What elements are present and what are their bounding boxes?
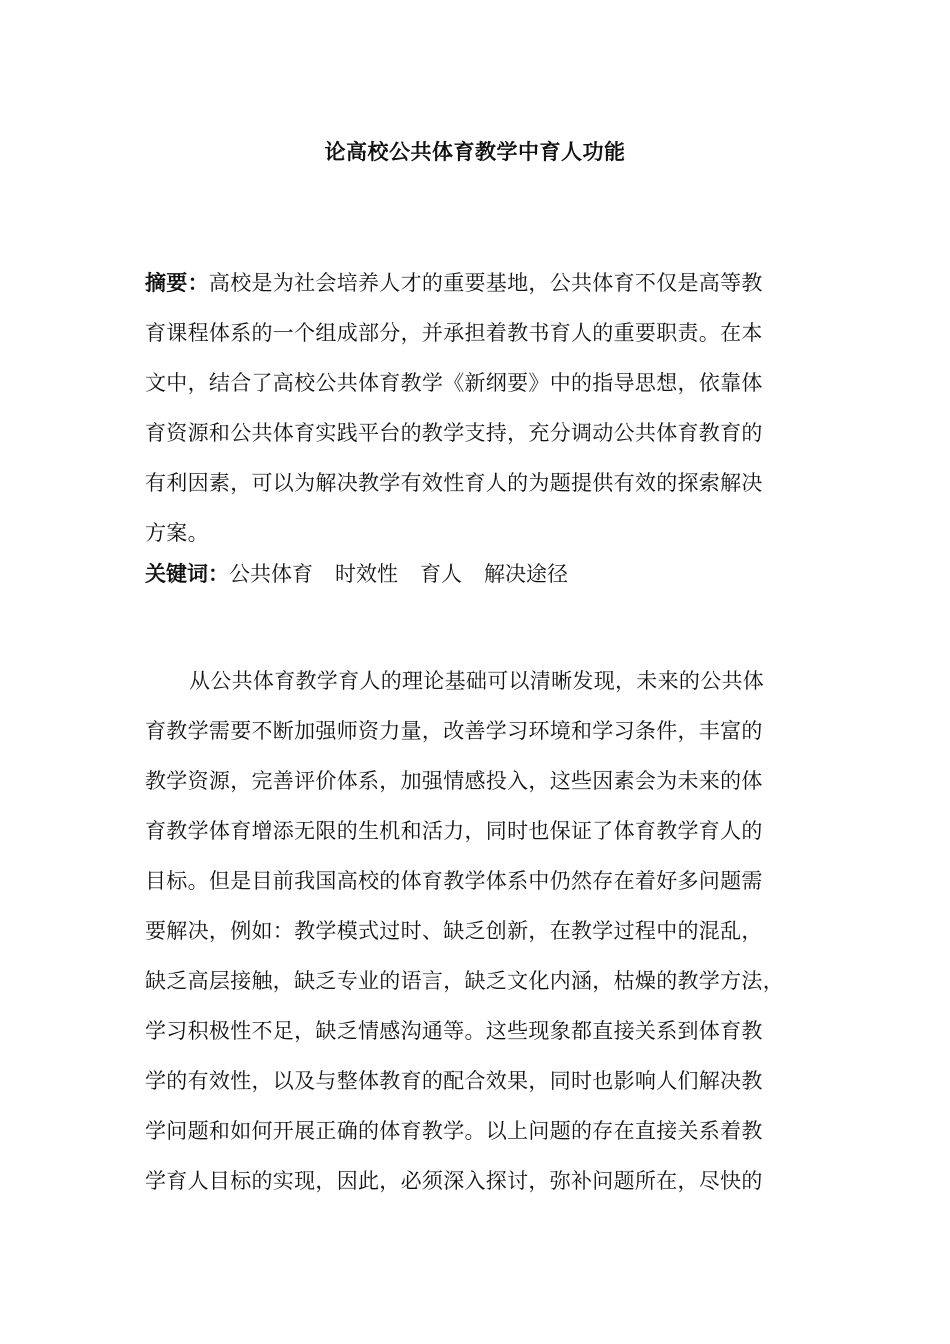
body-line: 育教学体育增添无限的生机和活力，同时也保证了体育教学育人的 bbox=[145, 819, 763, 843]
keywords-label: 关键词： bbox=[145, 561, 229, 586]
abstract-line: 有利因素，可以为解决教学有效性育人的为题提供有效的探索解决 bbox=[145, 471, 763, 495]
body-line: 从公共体育教学育人的理论基础可以清晰发现，未来的公共体 bbox=[189, 669, 765, 693]
keyword-item: 公共体育 bbox=[229, 562, 313, 586]
body-line: 缺乏高层接触，缺乏专业的语言，缺乏文化内涵，枯燥的教学方法， bbox=[145, 969, 784, 993]
body-line: 要解决，例如：教学模式过时、缺乏创新，在教学过程中的混乱， bbox=[145, 919, 763, 943]
body-line: 学习积极性不足，缺乏情感沟通等。这些现象都直接关系到体育教 bbox=[145, 1019, 763, 1043]
keyword-item: 时效性 bbox=[335, 562, 398, 586]
abstract-line: 文中，结合了高校公共体育教学《新纲要》中的指导思想，依靠体 bbox=[145, 371, 763, 395]
abstract-label: 摘要： bbox=[145, 270, 209, 295]
body-line: 学的有效性，以及与整体教育的配合效果，同时也影响人们解决教 bbox=[145, 1069, 763, 1093]
abstract-line bbox=[145, 258, 810, 308]
keywords-section bbox=[145, 558, 590, 590]
abstract-section bbox=[145, 258, 810, 558]
body-line: 学问题和如何开展正确的体育教学。以上问题的存在直接关系着教 bbox=[145, 1119, 763, 1143]
abstract-line: 育课程体系的一个组成部分，并承担着教书育人的重要职责。在本 bbox=[145, 321, 763, 345]
abstract-text: 高校是为社会培养人才的重要基地，公共体育不仅是高等教 bbox=[208, 271, 763, 295]
keyword-item: 育人 bbox=[420, 562, 462, 586]
abstract-line: 育资源和公共体育实践平台的教学支持，充分调动公共体育教育的 bbox=[145, 421, 763, 445]
abstract-line: 方案。 bbox=[145, 521, 209, 545]
keyword-item: 解决途径 bbox=[484, 562, 568, 586]
body-line: 目标。但是目前我国高校的体育教学体系中仍然存在着好多问题需 bbox=[145, 869, 763, 893]
body-line: 学育人目标的实现，因此，必须深入探讨，弥补问题所在，尽快的 bbox=[145, 1169, 763, 1193]
body-paragraph bbox=[145, 656, 825, 1206]
body-line: 教学资源，完善评价体系，加强情感投入，这些因素会为未来的体 bbox=[145, 769, 763, 793]
body-line: 育教学需要不断加强师资力量，改善学习环境和学习条件，丰富的 bbox=[145, 719, 763, 743]
document-title: 论高校公共体育教学中育人功能 bbox=[324, 139, 626, 164]
